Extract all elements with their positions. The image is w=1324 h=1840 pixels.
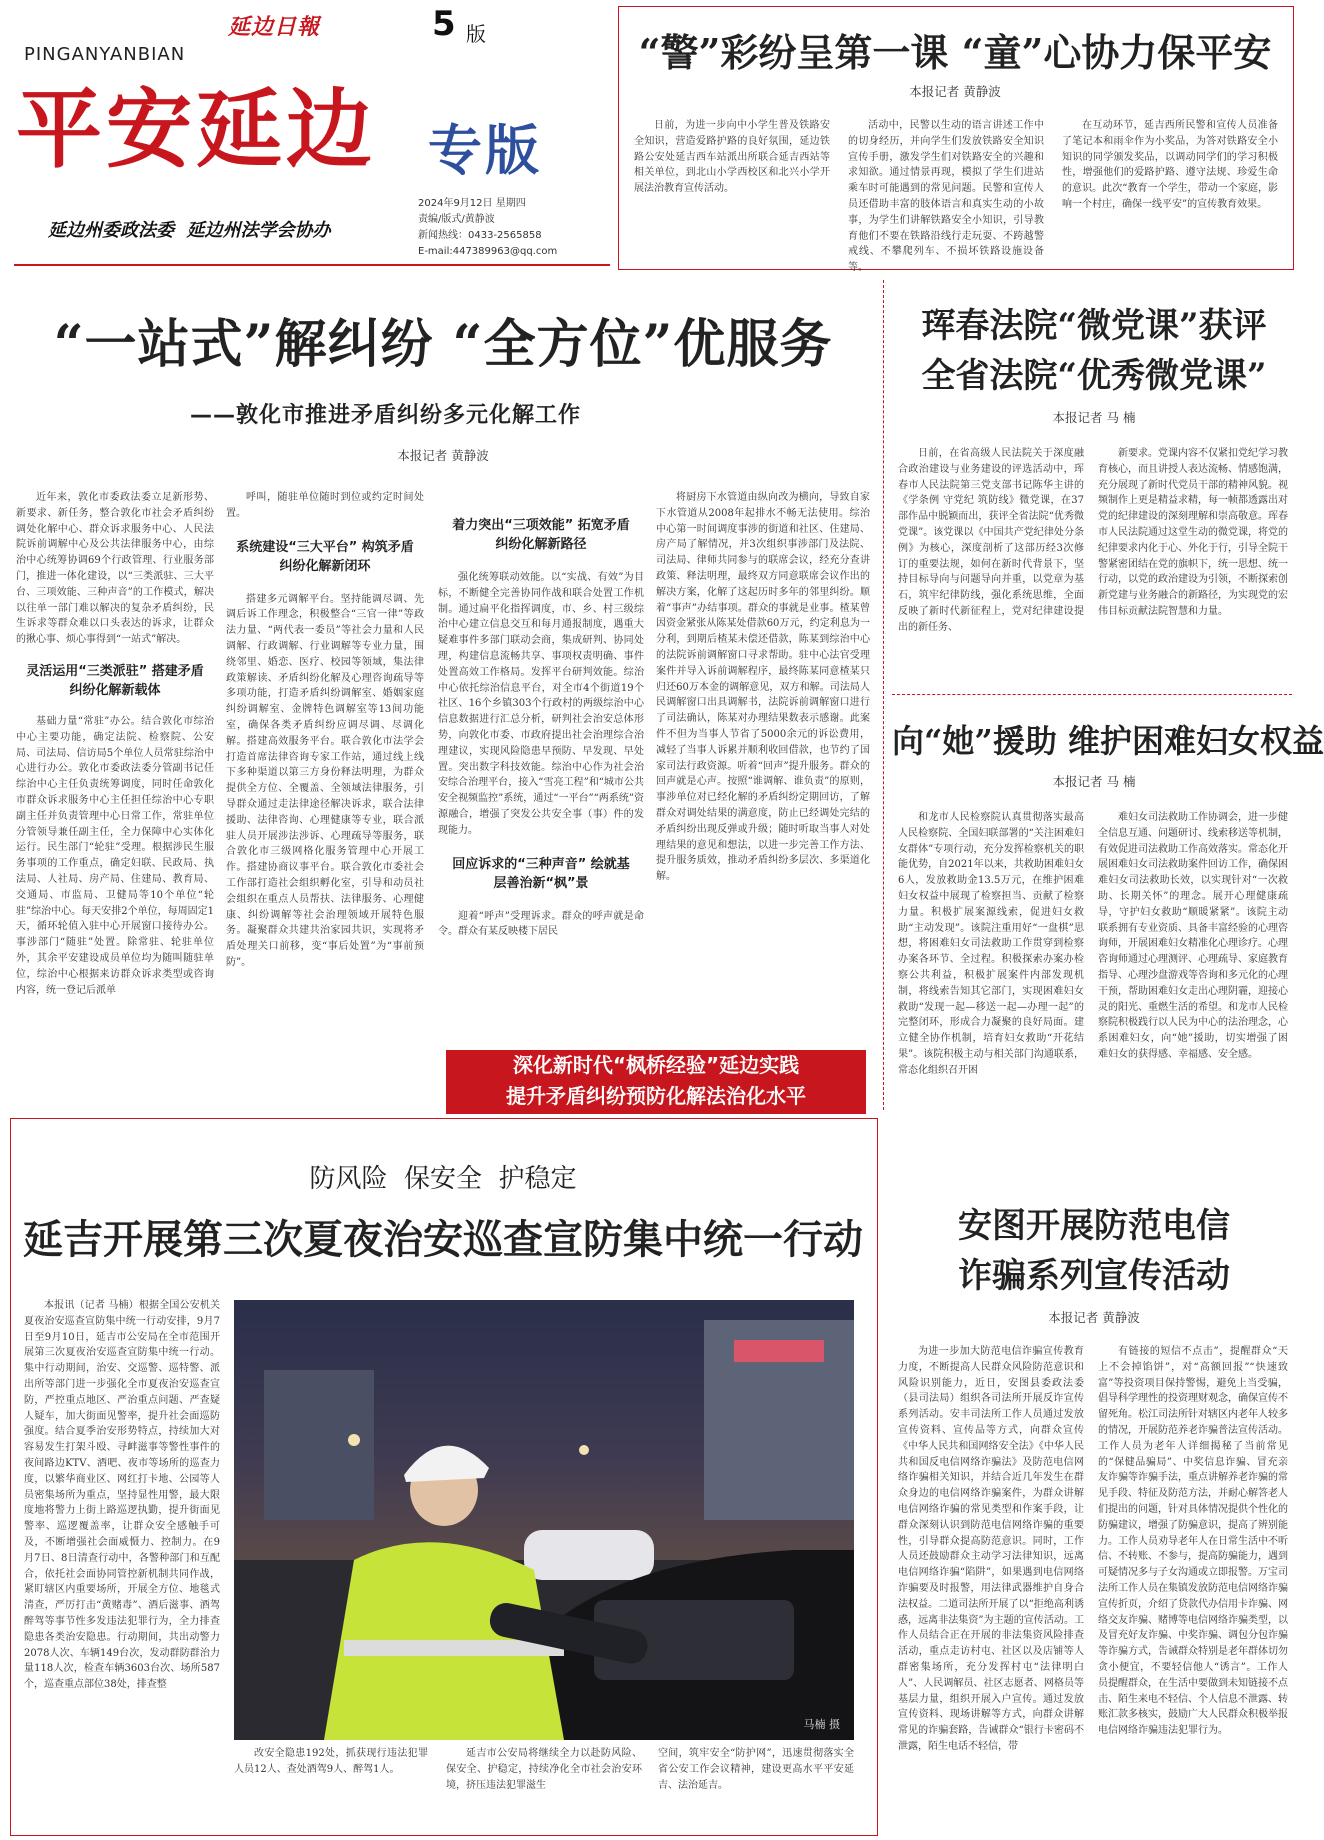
editor-line: 责编/版式/黄静波 (418, 214, 495, 225)
court-col-1 (898, 446, 1084, 681)
photo-officer-cap (404, 1446, 489, 1482)
main-subtitle: ——敦化市推进矛盾纠纷多元化解工作 (190, 403, 582, 428)
main-col3-body-2: 迎着“呼声”受理诉求。群众的呼声就是命令。群众有某反映楼下居民 (438, 910, 644, 938)
women-col-2 (1098, 810, 1288, 1140)
women-col1-body: 和龙市人民检察院认真贯彻落实最高人民检察院、全国妇联部署的“关注困难妇女群体”专项行动，充分发挥检察机关的职能优势，自2021年以来，共救助困难妇女6人，发放救助金13.5万元，在维护困难妇女权益中展现了检察担当、贡献了检察力量。积极扩展案源线索，促进妇女救助“主动发现”。该院注重用好“一盘棋”思想，将困难妇女司法救助工作贯穿到检察办案各环节、全过程。积极探索办案办检察公共利益，积极扩展案件内部发现机制，将线索告知其它部门，实现困难妇女救助“发现一起—移送一起—办理一起”的完整闭环，形成合力凝聚的良好局面。建立健全协作机制，培育妇女救助“开花结果”。该院积极主动与相关部门沟通联系，常态化组织召开困 (898, 812, 1084, 1076)
patrol-bottom-col-1 (234, 1746, 428, 1830)
patrol-photo (234, 1300, 854, 1740)
patrol-bottom-col-3 (658, 1746, 854, 1830)
police-col-1 (634, 118, 830, 258)
main-col3-body-1: 强化统筹联动效能。以“实战、有效”为目标，不断健全完善协同作战和联合处置工作机制。通过扁平化指挥调度，市、乡、村三级综治中心建立信息交互和每月通报制度，遇重大疑难事件多部门联动会商，集成研判、协同处理，构建信息流畅共享、事项权责明确、事件处置高效工作格局。发挥平台研判效能。综治中心依托综治信息平台，对全市4个街道19个社区、16个乡镇303个行政村的两级综治中心信息数据进行汇总分析，研判社会治安总体形势，向敦化市委、市政府提出社会治理综合治理建议，实现风险隐患早预防、早发现、早处置。突出数字科技效能。综治中心作为社会治安综合治理平台，接入“雪亮工程”和“城市公共安全视频监控”系统，通过“一平台”“两系统”资源融合，增强了突发公共安全事（事）件的发现能力。 (438, 572, 644, 836)
main-col2-intro: 呼叫，随驻单位随时到位或约定时间处置。 (226, 492, 424, 519)
masthead-organizers: 延边州委政法委 延边州法学会协办 (48, 220, 331, 241)
main-col-1 (16, 490, 214, 1110)
photo-building-left (264, 1370, 374, 1520)
patrol-kicker: 防风险 保安全 护稳定 (309, 1164, 577, 1194)
antu-col-2 (1098, 1344, 1288, 1834)
antu-col1-body: 为进一步加大防范电信诈骗宣传教育力度，不断提高人民群众风险防范意识和风险识别能力，近日，安图县委政法委（县司法局）组织各司法所开展反诈宣传系列活动。安丰司法所工作人员通过发放宣传资料、宣传品等方式，向群众宣传《中华人民共和国网络安全法》《中华人民共和国反电信网络诈骗法》及防范电信网络诈骗相关知识，并结合近几年发生在群众身边的电信网络诈骗案件，为群众讲解电信网络诈骗的常见类型和作案手段，让群众深刻认识到防范电信网络诈骗的重要性，引导群众提高防范意识。同时，工作人员还鼓励群众主动学习法律知识，远离电信网络诈骗“陷阱”，如果遇到电信网络诈骗要及时报警，用法律武器维护自身合法权益。二道司法所开展了以“拒绝高利诱惑，远离非法集资”为主题的宣传活动。工作人员结合正在开展的非法集资风险排查活动，重点走访村屯、社区以及店铺等人群密集场所，充分发挥村屯“法律明白人”、人民调解员、社区志愿者、网格员等基层力量，组织开展入户宣传。通过发放宣传资料、现场讲解等方式，向群众讲解常见的诈骗套路，告诫群众“银行卡密码不泄露，陌生电话不轻信，带 (898, 1346, 1084, 1752)
patrol-bottom-1: 改安全隐患192处，抓获现行违法犯罪人员12人、查处酒驾9人、醉驾1人。 (234, 1748, 428, 1775)
photo-white-car (524, 1530, 654, 1580)
masthead-pinyin: PINGANYANBIAN (24, 44, 186, 65)
patrol-bottom-2: 延吉市公安局将继续全力以赴防风险、保安全、护稳定，持续净化全市社会治安环境，挤压违法犯罪滋生 (446, 1748, 642, 1791)
main-col1-intro: 近年来，敦化市委政法委立足新形势、新要求、新任务，整合敦化市社会矛盾纠纷调处化解中心、群众诉求服务中心、人民法院诉前调解中心及公共法律服务中心，由综治中心统筹协调69个行政管理、行业服务部门，推进一体化建设，以“三类派驻、三大平台、三项效能、三种声音”的工作模式，解决以往单一部门难以解决的复杂矛盾纠纷，民生诉求等群众难以口头表达的诉求，让群众的揪心事、烦心事得到“一站式”解决。 (16, 492, 214, 646)
photo-street-light-2 (579, 1445, 589, 1455)
main-col-3 (438, 490, 644, 1050)
main-banner (446, 1050, 866, 1114)
photo-credit: 马楠 摄 (803, 1718, 840, 1731)
main-col-2 (226, 490, 424, 1110)
antu-col-1 (898, 1344, 1084, 1834)
women-byline: 本报记者 马 楠 (1052, 774, 1136, 789)
court-byline: 本报记者 马 楠 (1052, 410, 1136, 425)
phone-line: 新闻热线：0433-2565858 (418, 230, 542, 241)
women-col-1 (898, 810, 1084, 1140)
patrol-col-1 (24, 1298, 220, 1828)
photo-street-light-1 (348, 1434, 360, 1446)
police-para-2: 活动中，民警以生动的语言讲述工作中的切身经历，并向学生们发放铁路安全知识宣传手册，激发学生们对铁路安全的兴趣和求知欲。通过情景再现，模拟了学生们进站乘车时可能遇到的常见问题。民警和宣传人员还借助丰富的肢体语言和真实生动的小故事，为学生们讲解铁路安全小知识，引导教育他们不要在铁路沿线行走玩耍、不跨越警戒线、不攀爬列车、不损坏铁路设施设备等。 (848, 120, 1044, 274)
banner-line-2: 提升矛盾纠纷预防化解法治化水平 (506, 1084, 806, 1108)
police-para-3: 在互动环节，延吉西所民警和宣传人员准备了笔记本和雨伞作为小奖品，为答对铁路安全小知识的同学颁发奖品，以调动同学们的学习积极性，增强他们的爱路护路、遵守法规、珍爱生命的意识。此次“教育一个学生，带动一个家庭，影响一个村庄，确保一线平安”的宣传教育效果。 (1062, 120, 1278, 210)
patrol-photo-scene (234, 1300, 854, 1740)
women-col2-body: 难妇女司法救助工作协调会，进一步健全信息互通、问题研讨、线索移送等机制，有效促进司法救助工作高效落实。常态化开展困难妇女司法救助案件回访工作，确保困难妇女司法救助长效，以实现针对“一次救助、长期关怀”的理念。展开心理健康疏导，守护妇女救助“顺暖紧紧”。该院主动联系拥有专业资质、具备丰富经验的心理咨询师，开展困难妇女精准化心理诊疗。心理咨询师通过心理测评、心理疏导、家庭教育指导、心理沙盘游戏等咨询和多元化的心理干预，帮助困难妇女走出心理阴霾，迎接心灵的阳光、重燃生活的希望。和龙市人民检察院积极践行以人民为中心的法治理念，心系困难妇女，向“她”援助，切实增强了困难妇女的获得感、幸福感、安全感。 (1098, 812, 1288, 1060)
edition-suffix: 版 (466, 22, 486, 46)
main-col3-subhead-2: 回应诉求的“三种声音” 绘就基层善治新“枫”景 (452, 856, 630, 891)
email-line: E-mail:447389963@qq.com (418, 246, 558, 257)
court-title-line-1: 珲春法院“微党课”获评 (921, 306, 1267, 346)
women-title: 向“她”援助 维护困难妇女权益 (892, 722, 1324, 760)
antu-byline: 本报记者 黄静波 (1048, 1310, 1140, 1325)
masthead-title: 平安延边 (16, 79, 376, 180)
police-col-2 (848, 118, 1044, 274)
court-col-2 (1098, 446, 1288, 681)
banner-line-1: 深化新时代“枫桥经验”延边实践 (512, 1053, 800, 1077)
main-col1-subhead: 灵活运用“三类派驻” 搭建矛盾纠纷化解新载体 (26, 663, 204, 698)
antu-title-line-1: 安图开展防范电信 (958, 1206, 1230, 1246)
court-bottom-rule (892, 694, 1292, 695)
antu-col2-body: 有链接的短信不点击”，提醒群众“天上不会掉馅饼”，对“高额回报”“快速致富”等投资项目保持警惕，避免上当受骗，倡导科学理性的投资理财观念，确保宣传不留死角。松江司法所针对辖区内老年人较多的情况，开展防范养老诈骗普法宣传活动。工作人员为老年人详细揭秘了当前常见的“保健品骗局”、中奖信息诈骗、冒充亲友诈骗等诈骗手法，重点讲解养老诈骗的常见手段、特征及防范方法，并耐心解答老人们提出的问题，针对具体情况提供个性化的防骗建议，增强了防骗意识，提高了辨别能力。工作人员劝导老年人在日常生活中不听信、不转账、不参与，提高防骗能力，遇到可疑情况多与子女沟通或立即报警。万宝司法所工作人员在集镇发放防范电信网络诈骗宣传折页，介绍了贷款代办信用卡诈骗、网络交友诈骗、赌博等电信网络诈骗类型，以及冒充好友诈骗、中奖诈骗、调包分包诈骗等诈骗方式，告诫群众特别是老年群体切勿贪小便宜，不要轻信他人“诱言”。工作人员提醒群众，在生活中要做到未知链接不点击、陌生来电不轻信、个人信息不泄露、转账汇款多核实，鼓励广大人民群众积极举报电信网络诈骗违法犯罪行为。 (1098, 1346, 1288, 1737)
main-right-divider (883, 280, 884, 1110)
main-col2-subhead: 系统建设“三大平台” 构筑矛盾纠纷化解新闭环 (236, 539, 414, 574)
court-col2-body: 新要求。党课内容不仅紧扣党纪学习教育核心，而且讲授人表达流畅、情感饱满，充分展现了新时代党员干部的精神风貌。视频制作上更是精益求精，每一帧都透露出对党的纪律建设的深刻理解和崇高敬意。珲春市人民法院通过这堂生动的微党课，将党的纪律要求内化于心、外化于行，引导全院干警紧密团结在党的旗帜下，统一思想、统一行动，以党的政治建设为引领，不断探索创新党建与业务融合的新路径，为实现党的宏伟目标贡献法院智慧和力量。 (1098, 448, 1288, 617)
police-para-1: 日前，为进一步向中小学生普及铁路安全知识，营造爱路护路的良好氛围，延边铁路公安处延吉西车站派出所联合延吉西站等相关单位，到北山小学西校区和北兴小学开展法治教育宣传活动。 (634, 120, 830, 195)
paper-name: 延边日報 (228, 14, 321, 40)
patrol-bottom-col-2 (446, 1746, 642, 1830)
main-col-4 (656, 490, 870, 1046)
masthead-special: 专版 (428, 118, 542, 182)
court-title-line-2: 全省法院“优秀微党课” (921, 356, 1267, 396)
police-col-3 (1062, 118, 1278, 258)
antu-title-line-2: 诈骗系列宣传活动 (958, 1256, 1230, 1296)
edition-number: 5 (432, 4, 456, 44)
masthead-rule (14, 264, 610, 266)
police-title: “警”彩纷呈第一课 “童”心协力保平安 (638, 30, 1272, 75)
police-byline: 本报记者 黄静波 (909, 84, 1001, 99)
court-col1-body: 日前，在省高级人民法院关于深度融合政治建设与业务建设的评选活动中，珲春市人民法院第三党支部书记陈华主讲的《学条例 守党纪 筑防线》微党课，在37部作品中脱颖而出，获评全省法院“优秀微党课”。该党课以《中国共产党纪律处分条例》为核心，深度剖析了这部历经3次修订的重要法规，如何在新时代背景下，坚持目标导向与问题导向并重，以党章为基石，筑牢纪律防线，强化系统思维，全面反映了新时代新征程上，党对纪律建设提出的新任务、 (898, 448, 1084, 633)
main-title: “一站式”解纠纷 “全方位”优服务 (53, 314, 833, 375)
main-col1-body: 基础力量“常驻”办公。结合敦化市综治中心主要功能，确定法院、检察院、公安局、司法局、信访局5个单位人员常驻综治中心进行办公。敦化市委政法委分管副书记任综治中心主任负责统筹调度，同时任命敦化市群众诉求服务中心主任担任综治中心专职副主任并负责管理中心日常工作，常驻单位分管领导兼任副主任，全力保障中心实体化运行。民生部门“轮驻”受理。根据涉民生服务事项的工作重点，确定妇联、民政局、执法局、人社局、房产局、住建局、教育局、交通局、市监局、卫健局等10个单位“轮驻”综治中心。每天安排2个单位，每周固定1天，循环轮值入驻中心开展窗口接待办公。事涉部门“随驻”处置。除常驻、轮驻单位外，其余平安建设成员单位均为随叫随驻单位，综治中心根据来访群众诉求类型或咨询内容，统一登记后派单 (16, 715, 214, 996)
patrol-title: 延吉开展第三次夏夜治安巡查宣防集中统一行动 (23, 1216, 863, 1263)
main-col4-body: 将厨房下水管道由纵向改为横向，导致自家下水管道从2008年起排水不畅无法使用。综治中心第一时间调度事涉的街道和社区、住建局、房产局了解情况，并3次组织事涉部门及法院、司法局、律师共同参与的联席会议，经充分查讲政策、释法明理，最终双方同意联席会议作出的解决方案，化解了这起历时多年的邻里纠纷。顺着“事声”办结事项。群众的事就是业事。楂某曾因资金紧张从陈某处借款60万元，约定利息为一分利，到期后楂某未偿还借款，陈某到综治中心的法院诉前调解窗口寻求帮助。驻中心法官受理案件并导入诉前调解程序，最终陈某同意楂某只归还60万本金的调解意见，双方和解。司法局人民调解窗口出具调解书，法院诉前调解窗口进行了司法确认，陈某对办理结果数表示感谢。此案件不但为当事人节省了5000余元的诉讼费用，减轻了当事人诉累并顺利收回借款，也节约了国家司法行政资源。听着“回声”提升服务。群众的回声就是心声。按照“谁调解、谁负责”的原则，事涉单位对已经化解的矛盾纠纷定期回访，了解群众对调处结果的满意度，防止已经调处完结的矛盾纠纷出现反弹或升级；随时听取当事人对处理结果的意见和想法，以进一步完善工作方法、提升服务质效，推动矛盾纠纷多层次、多渠道化解。 (656, 492, 870, 883)
patrol-col1-body: 本报讯（记者 马楠）根据全国公安机关夏夜治安巡查宣防集中统一行动安排，9月7日至9月10日，延吉市公安局在全市范围开展第三次夏夜治安巡查宣防集中统一行动。集中行动期间，治安、交巡警、巡特警、派出所等部门进一步强化全市夏夜治安巡查宣防，严控重点地区、严治重点问题、严查疑人疑车，加大街面见警率，提升社会面巡防强度。结合夏季治安形势特点，持续加大对容易发生打架斗殴、寻衅滋事等警性事件的夜间路边KTV、酒吧、夜市等场所的巡查力度，以繁华商业区、网红打卡地、公园等人员密集场所为重点，坚持显性用警，最大限度地将警力上街上路巡逻执勤，提升街面见警率、巡逻覆盖率，让群众安全感触手可及，不断增强社会面威慑力、控制力。在9月7日、8日清查行动中，各警种部门和互配合，依托社会面协同管控新机制共同作战，紧盯辖区内重要场所，开展全方位、地毯式清查，严厉打击“黄赌毒”、酒后滋事、酒驾醉驾等事节性多发违法犯罪行为，全力排查隐患各类治安隐患。行动期间，共出动警力2078人次、车辆149台次，发动群防群治力量118人次，检查车辆3603台次、场所587个，巡查重点部位38处，排查整 (24, 1300, 220, 1691)
main-byline: 本报记者 黄静波 (397, 448, 489, 463)
masthead-meta (418, 196, 557, 260)
date-line: 2024年9月12日 星期四 (418, 198, 526, 209)
patrol-bottom-3: 空间，筑牢安全“防护网”，迅速贯彻落实全省公安工作会议精神，建设更高水平平安延吉、法治延吉。 (658, 1748, 854, 1791)
main-col2-body: 搭建多元调解平台。坚持能调尽调、先调后诉工作理念，积极整合“三官一律”等政法力量、“两代表一委员”等社会力量和人民调解、行政调解、行业调解等专业力量，围绕邻里、婚恋、医疗、校园等领域，集法律政策解读、矛盾纠纷化解及心理咨询疏导等多项功能，打造矛盾纠纷调解室、婚姻家庭纠纷调解室、金牌特色调解室等13间功能室，确保各类矛盾纠纷应调尽调、尽调化解。搭建高效服务平台。联合敦化市法学会打造首席法律咨询专家工作站，通过线上线下多种渠道以第三方身份释法明理，为群众提供全方位、全覆盖、全领域法律服务，引导群众通过走法律途径解决诉求，联合法律援助、法律咨询、心理健康等专业，联合派驻人员开展涉法涉诉、心理疏导等服务，联合敦化市三级网格化服务管理中心开展工作。搭建协商议事平台。联合敦化市委社会工作部打造社会组织孵化室，引导和动员社会组织在重点人员帮扶、法律服务、心理健康、纠纷调解等社会治理领域开展特色服务。凝聚群众共建共治家园共识，实现将矛盾处理关口前移，变“事后处置”为“事前预防”。 (226, 593, 424, 968)
main-col3-subhead-1: 着力突出“三项效能” 拓宽矛盾纠纷化解新路径 (452, 518, 630, 552)
photo-building-sign (734, 1340, 824, 1362)
